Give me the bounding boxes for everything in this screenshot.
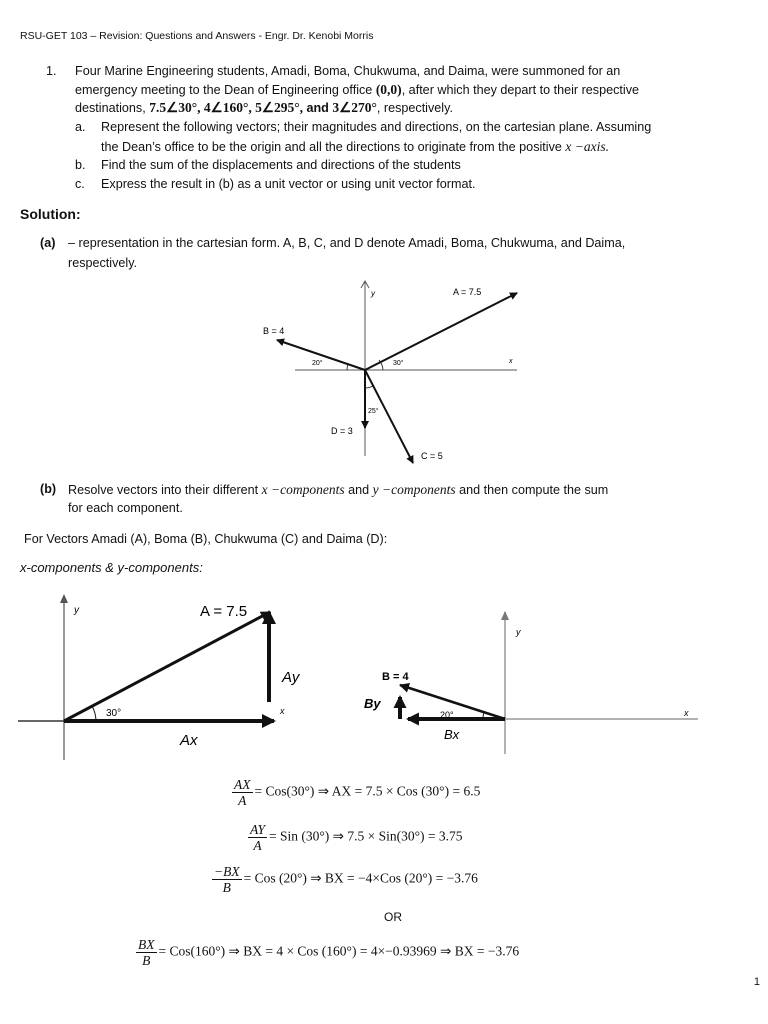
vector-a-components-diagram xyxy=(14,590,324,762)
angle-label: 20° xyxy=(440,710,454,720)
label-by: By xyxy=(364,696,381,711)
label-c: C = 5 xyxy=(421,451,443,461)
equation-bx-alt: $\frac{BX}{B}$ = Cos(160°) ⇒ BX = 4 × Cos (160°) = 4×−0.93969 ⇒ BX = −3.76 xyxy=(138,937,520,968)
vector-diagram xyxy=(255,278,525,468)
vector-a xyxy=(365,293,517,370)
label-ay: Ay xyxy=(282,669,300,686)
vector-a xyxy=(64,612,270,721)
y-axis-label: y xyxy=(74,605,79,616)
label-ax: Ax xyxy=(180,732,198,749)
angle-a: 30° xyxy=(393,360,404,367)
label-a: A = 7.5 xyxy=(200,603,248,620)
solution-heading: Solution: xyxy=(20,206,81,222)
subquestion-a-line-2: the Dean’s office to be the origin and all the directions to originate from the positive x −axis. xyxy=(101,139,609,154)
subquestion-b-text: Find the sum of the displacements and directions of the students xyxy=(101,158,461,172)
label-d: D = 3 xyxy=(331,426,353,436)
x-axis-label: x xyxy=(280,706,285,716)
solution-a-line-2: respectively. xyxy=(68,256,138,270)
equation-ay: $\frac{AY}{A}$ = Sin (30°) ⇒ 7.5 × Sin(30°) = 3.75 xyxy=(250,822,463,853)
angle-b: 20° xyxy=(312,360,323,367)
page-header: RSU-GET 103 – Revision: Questions and Answers - Engr. Dr. Kenobi Morris xyxy=(20,30,374,42)
question-line-3: destinations, 7.5∠30°, 4∠160°, 5∠295°, and 3∠270°, respectively. xyxy=(75,100,453,115)
x-axis-label: x xyxy=(684,708,689,718)
solution-b-line-2: for each component. xyxy=(68,501,183,515)
subquestion-c-label: c. xyxy=(75,177,85,191)
subquestion-c-text: Express the result in (b) as a unit vector or using unit vector format. xyxy=(101,177,476,191)
vector-b-components-diagram xyxy=(360,608,705,758)
angle-label: 30° xyxy=(106,708,122,719)
equation-ax: $\frac{AX}{A}$ = Cos(30°) ⇒ AX = 7.5 × Cos (30°) = 6.5 xyxy=(234,777,481,808)
y-axis-label: y xyxy=(516,627,521,637)
solution-b-label: (b) xyxy=(40,482,57,496)
label-bx: Bx xyxy=(444,727,460,742)
components-heading: x-components & y-components: xyxy=(20,560,203,575)
subquestion-b-label: b. xyxy=(75,158,86,172)
label-a: A = 7.5 xyxy=(453,287,482,297)
angle-c: 25° xyxy=(368,408,379,415)
solution-a-line-1: – representation in the cartesian form. A, B, C, and D denote Amadi, Boma, Chukwuma, and Daima, xyxy=(68,236,626,250)
or-text: OR xyxy=(384,910,402,924)
label-b: B = 4 xyxy=(382,671,409,683)
x-axis-label: x xyxy=(509,358,513,365)
for-vectors-line: For Vectors Amadi (A), Boma (B), Chukwuma (C) and Daima (D): xyxy=(24,532,388,546)
question-number: 1. xyxy=(46,64,57,78)
subquestion-a-label: a. xyxy=(75,120,86,134)
subquestion-a-line-1: Represent the following vectors; their magnitudes and directions, on the cartesian plane. Assuming xyxy=(101,120,652,134)
page-number: 1 xyxy=(753,976,760,988)
question-line-2: emergency meeting to the Dean of Engineering office (0,0), after which they depart to their respective xyxy=(75,82,639,97)
solution-b-line-1: Resolve vectors into their different x −components and y −components and then compute the sum xyxy=(68,482,609,497)
label-b: B = 4 xyxy=(263,326,285,336)
vector-c xyxy=(365,370,413,463)
solution-a-label: (a) xyxy=(40,236,56,250)
question-line-1: Four Marine Engineering students, Amadi, Boma, Chukwuma, and Daima, were summoned for an xyxy=(75,64,621,78)
equation-bx: $\frac{-BX}{B}$ = Cos (20°) ⇒ BX = −4×Cos (20°) = −3.76 xyxy=(214,864,478,895)
y-axis-label: y xyxy=(371,289,375,298)
